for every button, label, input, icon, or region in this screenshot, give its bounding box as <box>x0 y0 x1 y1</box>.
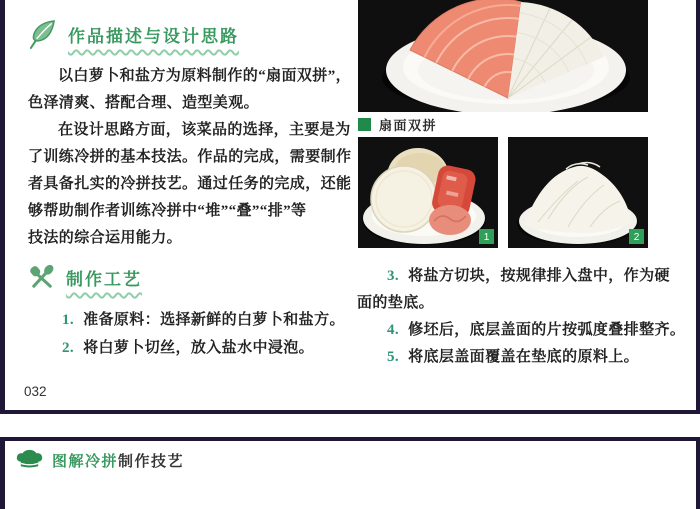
step-item <box>357 344 662 371</box>
description-paragraph <box>28 63 364 252</box>
paragraph-line: 了训练冷拼的基本技法。作品的完成，需要制作 <box>28 149 352 165</box>
section-header-description <box>28 19 239 50</box>
section-header-process <box>28 264 142 291</box>
next-page-running-header <box>15 449 184 471</box>
paragraph-line: 够帮助制作者训练冷拼中“堆”“叠”“排”等 <box>28 203 307 219</box>
process-steps-left <box>28 306 345 362</box>
caption-text: 扇面双拼 <box>379 118 438 133</box>
chef-hat-icon <box>15 449 44 471</box>
section-title: 制作工艺 <box>66 270 142 289</box>
step-number: 1. <box>62 312 75 328</box>
utensils-icon <box>28 264 55 291</box>
running-header-dark: 制作技艺 <box>118 452 185 470</box>
step-text: 修坯后，底层盖面的片按弧度叠排整齐。 <box>408 322 686 338</box>
step-number: 4. <box>387 322 400 338</box>
paragraph-line: 色泽清爽、搭配合理、造型美观。 <box>28 95 260 111</box>
step-text: 将白萝卜切丝，放入盐水中浸泡。 <box>83 340 315 356</box>
step-text: 面的垫底。 <box>357 295 435 311</box>
ingredients-photo <box>358 137 498 248</box>
section-title: 作品描述与设计思路 <box>68 27 239 46</box>
running-header-title <box>52 450 184 471</box>
step-number: 3. <box>387 268 400 284</box>
step-number: 2. <box>62 340 75 356</box>
paragraph-line: 在设计思路方面，该菜品的选择，主要是为 <box>58 122 351 138</box>
step-item <box>28 334 345 362</box>
dish-photo-fan-platter <box>358 0 648 112</box>
leaf-icon <box>28 19 57 50</box>
page-number: 032 <box>24 384 47 399</box>
photo-caption <box>358 115 437 134</box>
photo-badge: 1 <box>483 232 490 243</box>
caption-bullet-square <box>358 118 371 131</box>
step-item <box>357 263 670 290</box>
book-page-bottom <box>0 437 700 509</box>
step-item <box>357 317 686 344</box>
shredded-radish-photo <box>508 137 648 248</box>
process-steps-right <box>357 263 686 371</box>
paragraph-line: 以白萝卜和盐方为原料制作的“扇面双拼”， <box>58 68 352 84</box>
step-text: 将盐方切块，按规律排入盘中，作为硬 <box>408 268 670 284</box>
step-text: 准备原料：选择新鲜的白萝卜和盐方。 <box>83 312 345 328</box>
running-header-green: 图解冷拼 <box>52 452 119 470</box>
paragraph-line: 技法的综合运用能力。 <box>28 230 183 246</box>
step-item <box>28 306 345 334</box>
photo-badge: 2 <box>633 232 640 243</box>
step-text: 将底层盖面覆盖在垫底的原料上。 <box>408 349 640 365</box>
step-number: 5. <box>387 349 400 365</box>
step-item-continuation <box>357 290 662 317</box>
paragraph-line: 者具备扎实的冷拼技艺。通过任务的完成，还能 <box>28 176 352 192</box>
